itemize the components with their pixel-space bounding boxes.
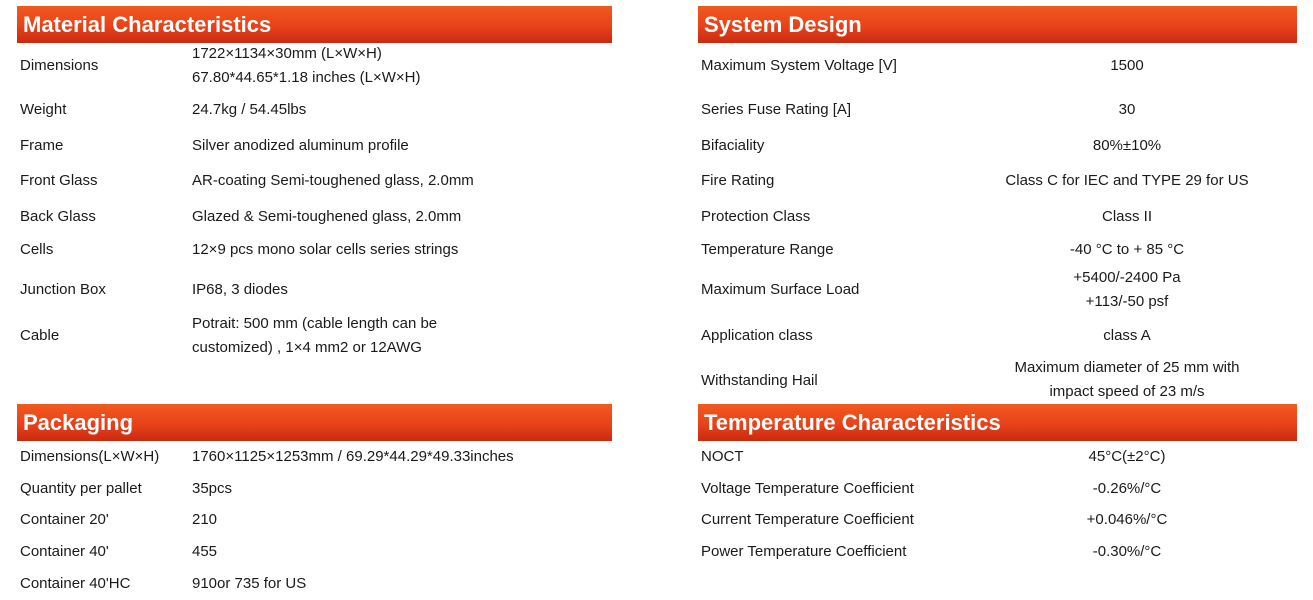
system-design-header: System Design	[698, 6, 1297, 43]
spec-label: Dimensions(L×W×H)	[20, 448, 160, 465]
spec-value: 1760×1125×1253mm / 69.29*44.29*49.33inches	[192, 448, 514, 465]
spec-label: Cells	[20, 241, 54, 258]
spec-label: Application class	[701, 327, 813, 344]
spec-value: Maximum diameter of 25 mm with impact speed of 23 m/s	[1014, 359, 1240, 400]
spec-label: Protection Class	[701, 208, 811, 225]
spec-value: Glazed & Semi-toughened glass, 2.0mm	[192, 208, 462, 225]
spec-row-dimensions	[0, 42, 640, 90]
spec-label: Power Temperature Coefficient	[701, 543, 907, 560]
material-characteristics-header: Material Characteristics	[17, 6, 612, 43]
spec-value: 45°C(±2°C)	[1088, 448, 1166, 465]
spec-label: Back Glass	[20, 208, 96, 225]
spec-value: -40 °C to + 85 °C	[1069, 241, 1185, 258]
spec-value: 1500	[1110, 57, 1144, 74]
spec-value: 80%±10%	[1092, 137, 1162, 154]
spec-label: Bifaciality	[701, 137, 765, 154]
spec-label: Series Fuse Rating [A]	[701, 101, 852, 118]
spec-value: Class C for IEC and TYPE 29 for US	[1005, 172, 1249, 189]
packaging-header: Packaging	[17, 404, 612, 441]
spec-label: Dimensions	[20, 57, 99, 74]
spec-value: AR-coating Semi-toughened glass, 2.0mm	[192, 172, 474, 189]
spec-value: 24.7kg / 54.45lbs	[192, 101, 307, 118]
spec-label: Maximum Surface Load	[701, 281, 860, 298]
spec-label: Voltage Temperature Coefficient	[701, 480, 914, 497]
spec-label: Fire Rating	[701, 172, 775, 189]
system-row-surface-load	[0, 266, 1313, 314]
spec-row-cable	[0, 312, 640, 360]
spec-label: Container 20'	[20, 511, 109, 528]
spec-label: Container 40'HC	[20, 575, 131, 592]
spec-value: +0.046%/°C	[1086, 511, 1168, 528]
temperature-characteristics-header: Temperature Characteristics	[698, 404, 1297, 441]
spec-value: -0.30%/°C	[1092, 543, 1162, 560]
spec-label: Withstanding Hail	[701, 372, 818, 389]
spec-label: Junction Box	[20, 281, 106, 298]
spec-label: Cable	[20, 327, 60, 344]
spec-value: class A	[1103, 327, 1151, 344]
spec-label: Front Glass	[20, 172, 98, 189]
spec-label: Container 40'	[20, 543, 109, 560]
system-row-withstanding-hail	[0, 356, 1313, 404]
spec-value: 12×9 pcs mono solar cells series strings	[192, 241, 459, 258]
spec-value: +5400/-2400 Pa +113/-50 psf	[1073, 269, 1181, 310]
spec-value: 910or 735 for US	[192, 575, 307, 592]
spec-label: Temperature Range	[701, 241, 834, 258]
spec-value: 30	[1118, 101, 1136, 118]
spec-label: NOCT	[701, 448, 744, 465]
spec-label: Quantity per pallet	[20, 480, 142, 497]
spec-value: IP68, 3 diodes	[192, 281, 288, 298]
spec-label: Weight	[20, 101, 67, 118]
spec-value: Class II	[1101, 208, 1152, 225]
spec-value: 35pcs	[192, 480, 233, 497]
spec-value: 1722×1134×30mm (L×W×H) 67.80*44.65*1.18 inches (L×W×H)	[192, 45, 421, 86]
spec-value: -0.26%/°C	[1092, 480, 1162, 497]
spec-value: Silver anodized aluminum profile	[192, 137, 409, 154]
spec-value: 210	[192, 511, 218, 528]
spec-label: Frame	[20, 137, 64, 154]
spec-value: 455	[192, 543, 218, 560]
spec-label: Maximum System Voltage [V]	[701, 57, 897, 74]
spec-label: Current Temperature Coefficient	[701, 511, 914, 528]
spec-value: Potrait: 500 mm (cable length can be customized) , 1×4 mm2 or 12AWG	[192, 315, 438, 356]
